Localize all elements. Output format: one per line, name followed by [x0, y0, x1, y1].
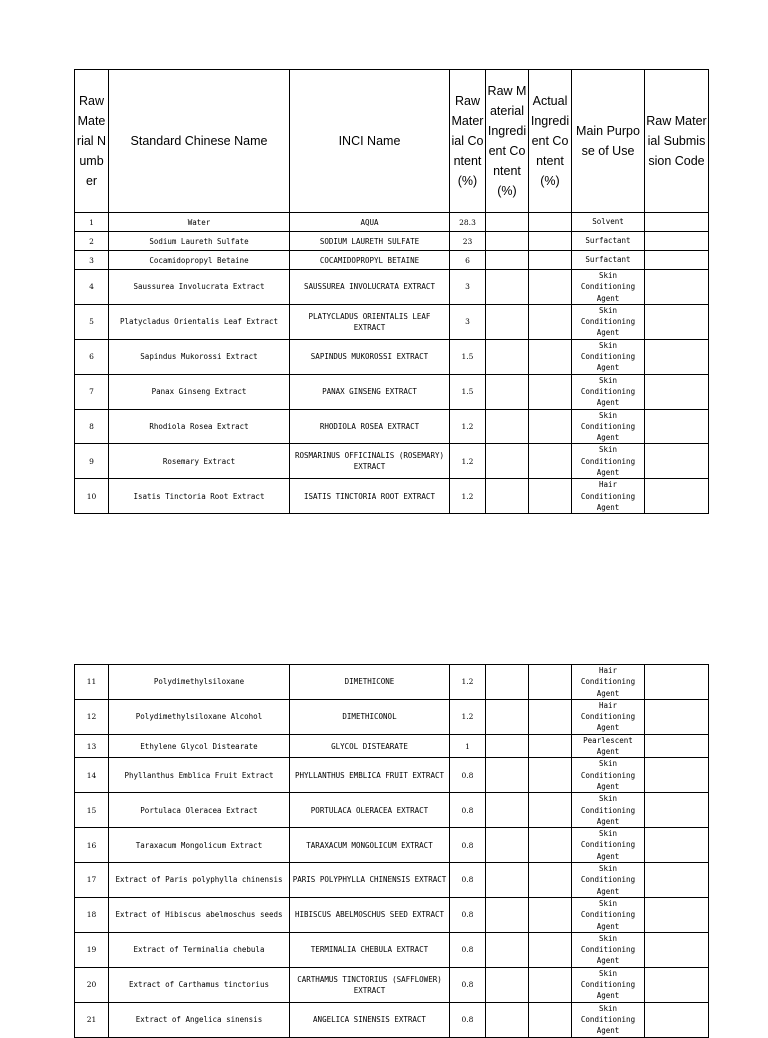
table-row	[75, 793, 709, 828]
inci-name-cell: DIMETHICONOL	[290, 699, 450, 734]
chinese-name-cell: Saussurea Involucrata Extract	[109, 270, 290, 305]
actual-content-cell	[529, 1002, 572, 1037]
header-submission-code: Raw Material Submission Code	[645, 70, 709, 213]
ingredient-content-cell	[486, 665, 529, 700]
table-body-bottom	[75, 665, 709, 1038]
chinese-name-cell: Platycladus Orientalis Leaf Extract	[109, 304, 290, 339]
content-cell: 1.2	[450, 409, 486, 444]
row-number-cell: 1	[75, 213, 109, 232]
purpose-cell: Skin Conditioning Agent	[572, 339, 645, 374]
row-number-cell: 7	[75, 374, 109, 409]
table-body-top	[75, 213, 709, 514]
row-number-cell: 8	[75, 409, 109, 444]
table-row	[75, 270, 709, 305]
actual-content-cell	[529, 213, 572, 232]
header-raw-material-content: Raw Material Content (%)	[450, 70, 486, 213]
row-number-cell: 2	[75, 232, 109, 251]
submission-code-cell	[645, 828, 709, 863]
inci-name-cell: PORTULACA OLERACEA EXTRACT	[290, 793, 450, 828]
ingredient-content-cell	[486, 932, 529, 967]
table-row	[75, 665, 709, 700]
table-row	[75, 932, 709, 967]
ingredient-content-cell	[486, 897, 529, 932]
submission-code-cell	[645, 270, 709, 305]
actual-content-cell	[529, 665, 572, 700]
purpose-cell: Skin Conditioning Agent	[572, 409, 645, 444]
actual-content-cell	[529, 339, 572, 374]
purpose-cell: Hair Conditioning Agent	[572, 479, 645, 514]
row-number-cell: 16	[75, 828, 109, 863]
actual-content-cell	[529, 409, 572, 444]
submission-code-cell	[645, 665, 709, 700]
content-cell: 0.8	[450, 897, 486, 932]
content-cell: 0.8	[450, 758, 486, 793]
purpose-cell: Hair Conditioning Agent	[572, 665, 645, 700]
actual-content-cell	[529, 793, 572, 828]
actual-content-cell	[529, 967, 572, 1002]
purpose-cell: Skin Conditioning Agent	[572, 863, 645, 898]
inci-name-cell: PHYLLANTHUS EMBLICA FRUIT EXTRACT	[290, 758, 450, 793]
content-cell: 28.3	[450, 213, 486, 232]
table-row	[75, 699, 709, 734]
ingredient-content-cell	[486, 409, 529, 444]
ingredient-content-cell	[486, 232, 529, 251]
chinese-name-cell: Ethylene Glycol Distearate	[109, 734, 290, 758]
submission-code-cell	[645, 409, 709, 444]
content-cell: 1.5	[450, 374, 486, 409]
chinese-name-cell: Rhodiola Rosea Extract	[109, 409, 290, 444]
inci-name-cell: DIMETHICONE	[290, 665, 450, 700]
submission-code-cell	[645, 758, 709, 793]
purpose-cell: Solvent	[572, 213, 645, 232]
purpose-cell: Hair Conditioning Agent	[572, 699, 645, 734]
row-number-cell: 11	[75, 665, 109, 700]
content-cell: 0.8	[450, 863, 486, 898]
inci-name-cell: PARIS POLYPHYLLA CHINENSIS EXTRACT	[290, 863, 450, 898]
chinese-name-cell: Phyllanthus Emblica Fruit Extract	[109, 758, 290, 793]
content-cell: 1.2	[450, 479, 486, 514]
row-number-cell: 15	[75, 793, 109, 828]
purpose-cell: Skin Conditioning Agent	[572, 374, 645, 409]
chinese-name-cell: Extract of Hibiscus abelmoschus seeds	[109, 897, 290, 932]
table-row	[75, 479, 709, 514]
inci-name-cell: SODIUM LAURETH SULFATE	[290, 232, 450, 251]
purpose-cell: Skin Conditioning Agent	[572, 828, 645, 863]
actual-content-cell	[529, 897, 572, 932]
table-row	[75, 828, 709, 863]
purpose-cell: Skin Conditioning Agent	[572, 932, 645, 967]
content-cell: 1.2	[450, 444, 486, 479]
submission-code-cell	[645, 479, 709, 514]
ingredients-table-top	[74, 69, 709, 514]
submission-code-cell	[645, 374, 709, 409]
ingredient-content-cell	[486, 374, 529, 409]
table-row	[75, 374, 709, 409]
submission-code-cell	[645, 232, 709, 251]
table-row	[75, 339, 709, 374]
inci-name-cell: PANAX GINSENG EXTRACT	[290, 374, 450, 409]
purpose-cell: Skin Conditioning Agent	[572, 967, 645, 1002]
purpose-cell: Skin Conditioning Agent	[572, 897, 645, 932]
actual-content-cell	[529, 699, 572, 734]
header-standard-chinese-name: Standard Chinese Name	[109, 70, 290, 213]
actual-content-cell	[529, 304, 572, 339]
inci-name-cell: HIBISCUS ABELMOSCHUS SEED EXTRACT	[290, 897, 450, 932]
ingredient-content-cell	[486, 479, 529, 514]
content-cell: 3	[450, 270, 486, 305]
chinese-name-cell: Extract of Terminalia chebula	[109, 932, 290, 967]
table-row	[75, 444, 709, 479]
row-number-cell: 3	[75, 251, 109, 270]
submission-code-cell	[645, 251, 709, 270]
content-cell: 1.5	[450, 339, 486, 374]
purpose-cell: Pearlescent Agent	[572, 734, 645, 758]
ingredient-content-cell	[486, 1002, 529, 1037]
table-row	[75, 897, 709, 932]
submission-code-cell	[645, 932, 709, 967]
row-number-cell: 14	[75, 758, 109, 793]
row-number-cell: 12	[75, 699, 109, 734]
actual-content-cell	[529, 932, 572, 967]
ingredient-content-cell	[486, 758, 529, 793]
ingredient-content-cell	[486, 828, 529, 863]
inci-name-cell: TARAXACUM MONGOLICUM EXTRACT	[290, 828, 450, 863]
chinese-name-cell: Polydimethylsiloxane	[109, 665, 290, 700]
table-row	[75, 863, 709, 898]
chinese-name-cell: Sapindus Mukorossi Extract	[109, 339, 290, 374]
row-number-cell: 20	[75, 967, 109, 1002]
submission-code-cell	[645, 444, 709, 479]
chinese-name-cell: Sodium Laureth Sulfate	[109, 232, 290, 251]
chinese-name-cell: Taraxacum Mongolicum Extract	[109, 828, 290, 863]
header-main-purpose: Main Purpose of Use	[572, 70, 645, 213]
row-number-cell: 13	[75, 734, 109, 758]
ingredient-content-cell	[486, 793, 529, 828]
submission-code-cell	[645, 213, 709, 232]
actual-content-cell	[529, 251, 572, 270]
content-cell: 3	[450, 304, 486, 339]
header-actual-ingredient-content: Actual Ingredient Content (%)	[529, 70, 572, 213]
purpose-cell: Skin Conditioning Agent	[572, 444, 645, 479]
inci-name-cell: RHODIOLA ROSEA EXTRACT	[290, 409, 450, 444]
content-cell: 1.2	[450, 699, 486, 734]
ingredient-content-cell	[486, 699, 529, 734]
actual-content-cell	[529, 734, 572, 758]
chinese-name-cell: Water	[109, 213, 290, 232]
ingredient-content-cell	[486, 304, 529, 339]
actual-content-cell	[529, 444, 572, 479]
content-cell: 0.8	[450, 932, 486, 967]
chinese-name-cell: Polydimethylsiloxane Alcohol	[109, 699, 290, 734]
submission-code-cell	[645, 339, 709, 374]
inci-name-cell: PLATYCLADUS ORIENTALIS LEAF EXTRACT	[290, 304, 450, 339]
inci-name-cell: ANGELICA SINENSIS EXTRACT	[290, 1002, 450, 1037]
submission-code-cell	[645, 1002, 709, 1037]
actual-content-cell	[529, 374, 572, 409]
inci-name-cell: CARTHAMUS TINCTORIUS (SAFFLOWER) EXTRACT	[290, 967, 450, 1002]
row-number-cell: 19	[75, 932, 109, 967]
row-number-cell: 17	[75, 863, 109, 898]
header-row	[75, 70, 709, 213]
content-cell: 0.8	[450, 793, 486, 828]
inci-name-cell: COCAMIDOPROPYL BETAINE	[290, 251, 450, 270]
row-number-cell: 10	[75, 479, 109, 514]
purpose-cell: Skin Conditioning Agent	[572, 1002, 645, 1037]
ingredient-content-cell	[486, 251, 529, 270]
table-row	[75, 1002, 709, 1037]
purpose-cell: Skin Conditioning Agent	[572, 758, 645, 793]
inci-name-cell: SAUSSUREA INVOLUCRATA EXTRACT	[290, 270, 450, 305]
chinese-name-cell: Portulaca Oleracea Extract	[109, 793, 290, 828]
actual-content-cell	[529, 479, 572, 514]
purpose-cell: Surfactant	[572, 232, 645, 251]
submission-code-cell	[645, 863, 709, 898]
inci-name-cell: GLYCOL DISTEARATE	[290, 734, 450, 758]
ingredient-content-cell	[486, 270, 529, 305]
purpose-cell: Skin Conditioning Agent	[572, 270, 645, 305]
table-row	[75, 251, 709, 270]
ingredients-table-bottom	[74, 664, 709, 1038]
chinese-name-cell: Extract of Angelica sinensis	[109, 1002, 290, 1037]
content-cell: 0.8	[450, 828, 486, 863]
actual-content-cell	[529, 828, 572, 863]
purpose-cell: Skin Conditioning Agent	[572, 304, 645, 339]
inci-name-cell: ISATIS TINCTORIA ROOT EXTRACT	[290, 479, 450, 514]
actual-content-cell	[529, 863, 572, 898]
inci-name-cell: ROSMARINUS OFFICINALIS (ROSEMARY) EXTRACT	[290, 444, 450, 479]
chinese-name-cell: Isatis Tinctoria Root Extract	[109, 479, 290, 514]
row-number-cell: 18	[75, 897, 109, 932]
row-number-cell: 21	[75, 1002, 109, 1037]
submission-code-cell	[645, 793, 709, 828]
table-row	[75, 213, 709, 232]
inci-name-cell: AQUA	[290, 213, 450, 232]
ingredient-content-cell	[486, 863, 529, 898]
submission-code-cell	[645, 304, 709, 339]
content-cell: 23	[450, 232, 486, 251]
actual-content-cell	[529, 270, 572, 305]
inci-name-cell: TERMINALIA CHEBULA EXTRACT	[290, 932, 450, 967]
table-row	[75, 967, 709, 1002]
table-row	[75, 409, 709, 444]
row-number-cell: 5	[75, 304, 109, 339]
table-row	[75, 232, 709, 251]
ingredient-content-cell	[486, 967, 529, 1002]
header-inci-name: INCI Name	[290, 70, 450, 213]
chinese-name-cell: Rosemary Extract	[109, 444, 290, 479]
inci-name-cell: SAPINDUS MUKOROSSI EXTRACT	[290, 339, 450, 374]
content-cell: 1	[450, 734, 486, 758]
table-row	[75, 734, 709, 758]
row-number-cell: 9	[75, 444, 109, 479]
table-row	[75, 304, 709, 339]
ingredient-content-cell	[486, 734, 529, 758]
purpose-cell: Skin Conditioning Agent	[572, 793, 645, 828]
purpose-cell: Surfactant	[572, 251, 645, 270]
submission-code-cell	[645, 967, 709, 1002]
content-cell: 0.8	[450, 1002, 486, 1037]
content-cell: 0.8	[450, 967, 486, 1002]
chinese-name-cell: Cocamidopropyl Betaine	[109, 251, 290, 270]
ingredient-content-cell	[486, 213, 529, 232]
actual-content-cell	[529, 232, 572, 251]
ingredient-content-cell	[486, 444, 529, 479]
chinese-name-cell: Panax Ginseng Extract	[109, 374, 290, 409]
ingredient-content-cell	[486, 339, 529, 374]
row-number-cell: 4	[75, 270, 109, 305]
chinese-name-cell: Extract of Paris polyphylla chinensis	[109, 863, 290, 898]
submission-code-cell	[645, 734, 709, 758]
table-row	[75, 758, 709, 793]
submission-code-cell	[645, 897, 709, 932]
header-raw-material-ingredient-content: Raw Material Ingredient Content (%)	[486, 70, 529, 213]
submission-code-cell	[645, 699, 709, 734]
row-number-cell: 6	[75, 339, 109, 374]
content-cell: 6	[450, 251, 486, 270]
content-cell: 1.2	[450, 665, 486, 700]
actual-content-cell	[529, 758, 572, 793]
chinese-name-cell: Extract of Carthamus tinctorius	[109, 967, 290, 1002]
header-raw-material-number: Raw Material Number	[75, 70, 109, 213]
